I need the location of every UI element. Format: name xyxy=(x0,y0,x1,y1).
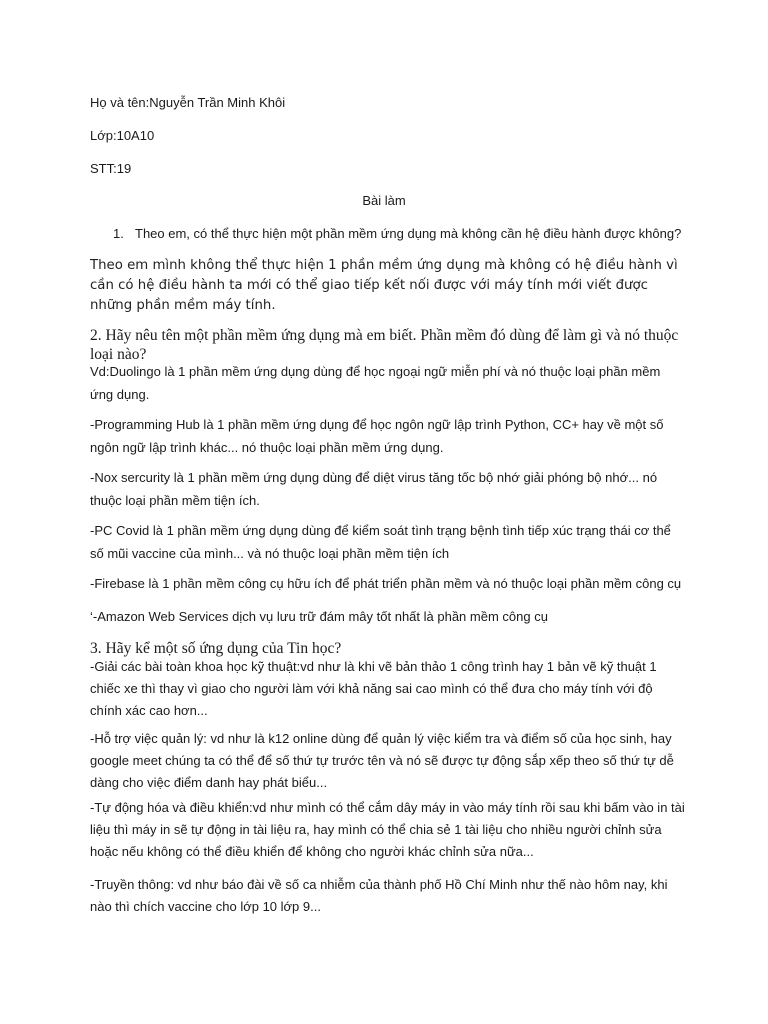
question-2-item: -Programming Hub là 1 phần mềm ứng dụng để học ngôn ngữ lập trình Python, CC+ hay về một số ngôn ngữ lập trình khác... nó thuộc loại phần mềm ứng dụng. xyxy=(90,417,664,455)
question-2-item: ‘-Amazon Web Services dịch vụ lưu trữ đám mây tốt nhất là phần mềm công cụ xyxy=(90,609,548,624)
question-2-item: -Firebase là 1 phần mềm công cụ hữu ích để phát triển phần mềm và nó thuộc loại phần mềm công cụ xyxy=(90,576,682,591)
question-3-heading: 3. Hãy kể một số ứng dụng của Tin học? xyxy=(90,640,342,657)
question-3-item: -Tự động hóa và điều khiển:vd như mình có thể cắm dây máy in vào máy tính rồi sau khi bấm vào in tài liệu thì máy in sẽ tự động in tài liệu ra, hay mình có thể chia sẻ 1 tài liệu cho nhiều người chỉnh sửa hoặc nếu không có thể điều khiển để không cho người khác chỉnh sửa nữa... xyxy=(90,800,685,859)
question-3-item: -Giải các bài toàn khoa học kỹ thuật:vd như là khi vẽ bản thảo 1 công trình hay 1 bản vẽ kỹ thuật 1 chiếc xe thì thay vì giao cho người làm với khả năng sai cao mình có thể đưa cho máy tính với độ chính xác cao hơn... xyxy=(90,659,657,718)
question-2-item: Vd:Duolingo là 1 phần mềm ứng dụng dùng để học ngoại ngữ miễn phí và nó thuộc loại phần mềm ứng dụng. xyxy=(90,364,661,402)
question-2-item: -PC Covid là 1 phần mềm ứng dụng dùng để kiểm soát tình trạng bệnh tình tiếp xúc trạng thái cơ thể số mũi vaccine của mình... và nó thuộc loại phần mềm tiện ích xyxy=(90,523,671,561)
question-1-answer: Theo em mình không thể thực hiện 1 phần mềm ứng dụng mà không có hệ điều hành vì cần có hệ điều hành ta mới có thể giao tiếp kết nối được với máy tính mới viết được những phần mềm máy tính. xyxy=(90,258,678,313)
question-2-item: -Nox sercurity là 1 phần mềm ứng dụng dùng để diệt virus tăng tốc bộ nhớ giải phóng bộ nhớ... nó thuộc loại phần mềm tiện ích. xyxy=(90,470,658,508)
student-class: Lớp:10A10 xyxy=(90,128,155,143)
question-1-number: 1. xyxy=(113,226,124,241)
student-name: Họ và tên:Nguyễn Trần Minh Khôi xyxy=(90,95,286,110)
question-2-heading: 2. Hãy nêu tên một phần mềm ứng dụng mà em biết. Phần mềm đó dùng để làm gì và nó thuộc loại nào? xyxy=(90,327,679,363)
question-1-text: Theo em, có thể thực hiện một phần mềm ứng dụng mà không cần hệ điều hành được không? xyxy=(135,226,682,241)
page-title: Bài làm xyxy=(362,193,406,208)
question-3-item: -Truyền thông: vd như báo đài về số ca nhiễm của thành phố Hồ Chí Minh như thế nào hôm nay, khi nào thì chích vaccine cho lớp 10 lớp 9... xyxy=(90,877,668,914)
question-1 xyxy=(113,226,681,241)
question-3-item: -Hỗ trợ việc quản lý: vd như là k12 online dùng để quản lý việc kiểm tra và điểm số của học sinh, hay google meet chúng ta có thể để số thứ tự trước tên và nó sẽ được tự động sắp xếp theo số thứ tự dễ dàng cho việc điểm danh hay phát biểu... xyxy=(90,731,674,790)
student-number: STT:19 xyxy=(90,161,132,176)
